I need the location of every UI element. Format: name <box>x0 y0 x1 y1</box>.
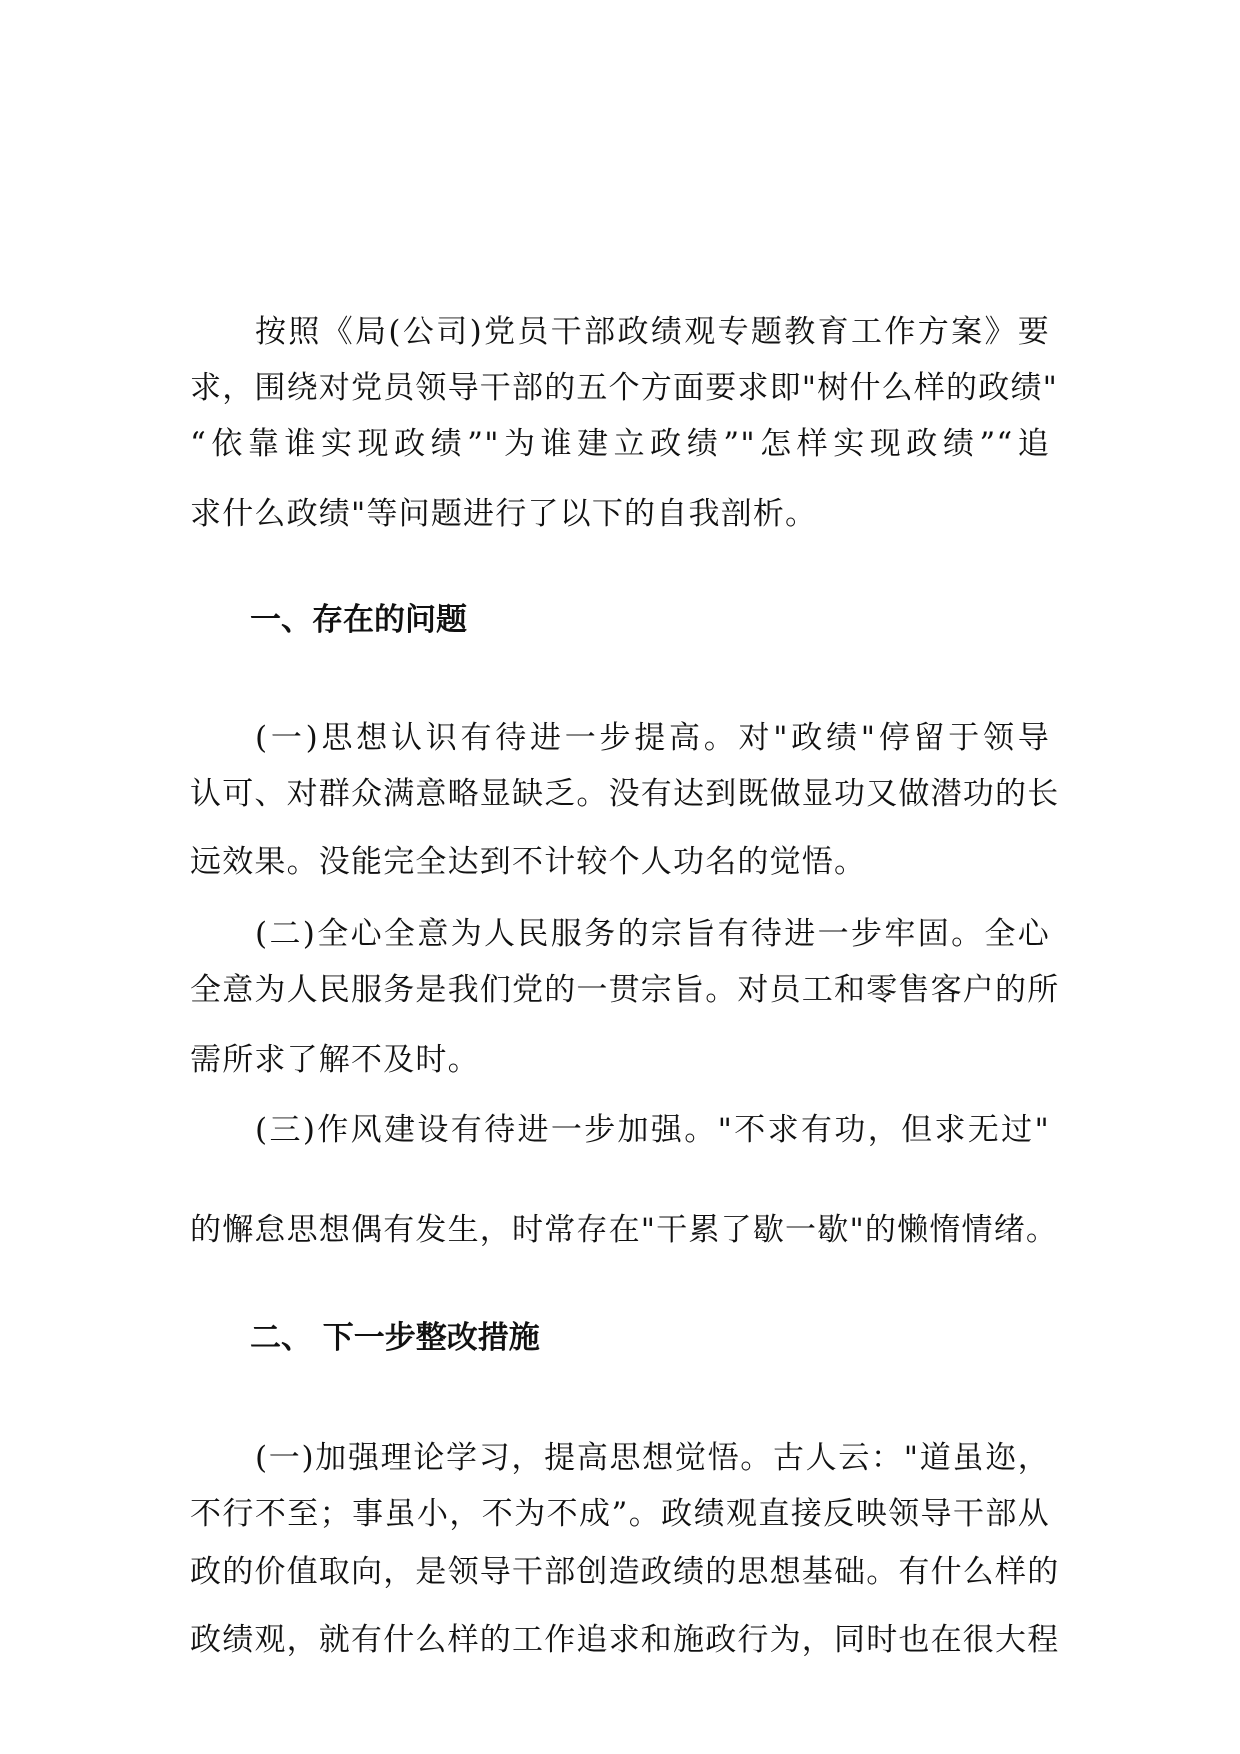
s1-p2-line-3: 需所求了解不及时。 <box>190 1042 480 1078</box>
s1-p2-line-2: 全意为人民服务是我们党的一贯宗旨。对员工和零售客户的所 <box>190 972 1060 1008</box>
intro-line-4: 求什么政绩"等问题进行了以下的自我剖析。 <box>190 496 818 532</box>
s1-p2-line-1: (二)全心全意为人民服务的宗旨有待进一步牢固。全心 <box>255 916 1050 952</box>
s2-p1-line-3: 政的价值取向，是领导干部创造政绩的思想基础。有什么样的 <box>190 1554 1060 1590</box>
s2-p1-line-4: 政绩观，就有什么样的工作追求和施政行为，同时也在很大程 <box>190 1622 1060 1658</box>
s1-p1-line-2: 认可、对群众满意略显缺乏。没有达到既做显功又做潜功的长 <box>190 776 1060 812</box>
s2-p1-line-2: 不行不至；事虽小，不为不成”。政绩观直接反映领导干部从 <box>190 1496 1050 1532</box>
s1-p3-line-1: (三)作风建设有待进一步加强。"不求有功，但求无过" <box>255 1112 1050 1148</box>
section-heading-measures: 二、 下一步整改措施 <box>250 1320 540 1356</box>
s1-p3-line-2: 的懈怠思想偶有发生，时常存在"干累了歇一歇"的懒惰情绪。 <box>190 1212 1059 1248</box>
s1-p1-line-1: (一)思想认识有待进一步提高。对"政绩"停留于领导 <box>255 720 1050 756</box>
s2-p1-line-1: (一)加强理论学习，提高思想觉悟。古人云："道虽迩， <box>255 1440 1050 1476</box>
intro-line-2: 求，围绕对党员领导干部的五个方面要求即"树什么样的政绩" <box>190 370 1059 406</box>
section-heading-problems: 一、存在的问题 <box>250 602 467 638</box>
intro-line-1: 按照《局(公司)党员干部政绩观专题教育工作方案》要 <box>255 314 1050 350</box>
intro-line-3: “依靠谁实现政绩”"为谁建立政绩”"怎样实现政绩”“追 <box>190 426 1050 462</box>
s1-p1-line-3: 远效果。没能完全达到不计较个人功名的觉悟。 <box>190 844 867 880</box>
